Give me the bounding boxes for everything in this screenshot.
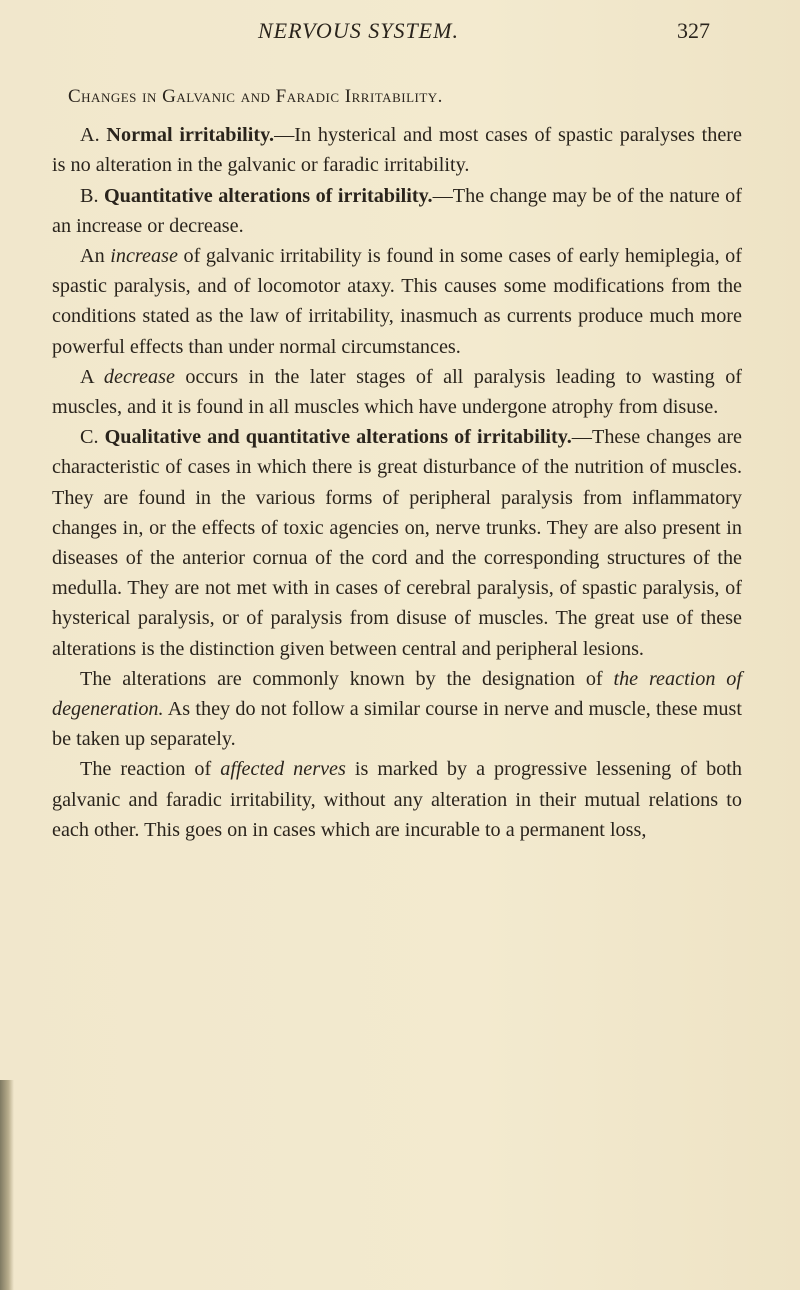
paragraph-affected-term: affected nerves xyxy=(220,758,346,781)
paragraph-c xyxy=(52,422,742,664)
paragraph-c-label: C. xyxy=(80,426,99,449)
paragraph-a-label: A. xyxy=(80,124,100,147)
paragraph-b-text: —The change may be of the nature of an increase or decrease. xyxy=(52,184,743,237)
page-edge-shadow xyxy=(0,1080,14,1290)
paragraph-alterations-text: As they do not follow a similar course in nerve and muscle, these must be taken up separately. xyxy=(52,698,742,751)
paragraph-decrease-lead: A xyxy=(80,365,94,388)
paragraph-decrease-term: decrease xyxy=(103,365,175,388)
paragraph-affected xyxy=(52,754,742,845)
paragraph-increase xyxy=(52,241,742,362)
paragraph-increase-lead: An xyxy=(80,245,105,268)
paragraph-alterations xyxy=(52,664,742,755)
paragraph-a-text: —In hysterical and most cases of spastic paralyses there is no alteration in the galvanic or faradic irritability. xyxy=(52,124,742,177)
paragraph-decrease xyxy=(52,362,742,422)
paragraph-a-heading: Normal irritability. xyxy=(106,124,275,147)
paragraph-b-heading: Quantitative alterations of irritability. xyxy=(103,184,433,207)
page-number: 327 xyxy=(677,18,710,43)
paragraph-affected-text: is marked by a progressive lessening of both galvanic and faradic irritability, without any alteration in their mutual relations to each other. This goes on in cases which are incurable to a permanent loss, xyxy=(52,758,742,841)
section-title: Changes in Galvanic and Faradic Irritability. xyxy=(68,86,443,107)
paragraph-increase-text: of galvanic irritability is found in some cases of early hemiplegia, of spastic paralysis, and of locomotor ataxy. This causes some modifications from the conditions stated as the law of irritability, inasmuch as currents produce much more powerful effects than under normal circumstances. xyxy=(52,245,742,358)
paragraph-b-label: B. xyxy=(80,184,99,207)
paragraph-decrease-text: occurs in the later stages of all paralysis leading to wasting of muscles, and it is found in all muscles which have undergone atrophy from disuse. xyxy=(52,365,743,419)
paragraph-c-text: —These changes are characteristic of cases in which there is great disturbance of the nutrition of muscles. They are found in the various forms of peripheral paralysis from inflammatory changes in, or the effects of toxic agencies on, nerve trunks. They are also present in diseases of the anterior cornua of the cord and the corresponding structures of the medulla. They are not met with in cases of cerebral paralysis, of spastic paralysis, of hysterical paralysis, or of paralysis from disuse of muscles. The great use of these alterations is the distinction given between central and peripheral lesions. xyxy=(52,426,742,660)
page-body xyxy=(52,82,742,845)
paragraph-affected-lead: The reaction of xyxy=(80,758,212,781)
paragraph-a xyxy=(52,120,742,180)
paragraph-alterations-term: the reaction of degeneration. xyxy=(52,667,742,721)
paragraph-alterations-lead: The alterations are commonly known by the designation of xyxy=(80,667,603,690)
paragraph-c-heading: Qualitative and quantitative alterations of irritability. xyxy=(104,426,572,449)
running-head: NERVOUS SYSTEM. xyxy=(258,18,459,43)
paragraph-increase-term: increase xyxy=(110,245,178,268)
page-header xyxy=(250,18,710,48)
paragraph-b xyxy=(52,181,742,241)
